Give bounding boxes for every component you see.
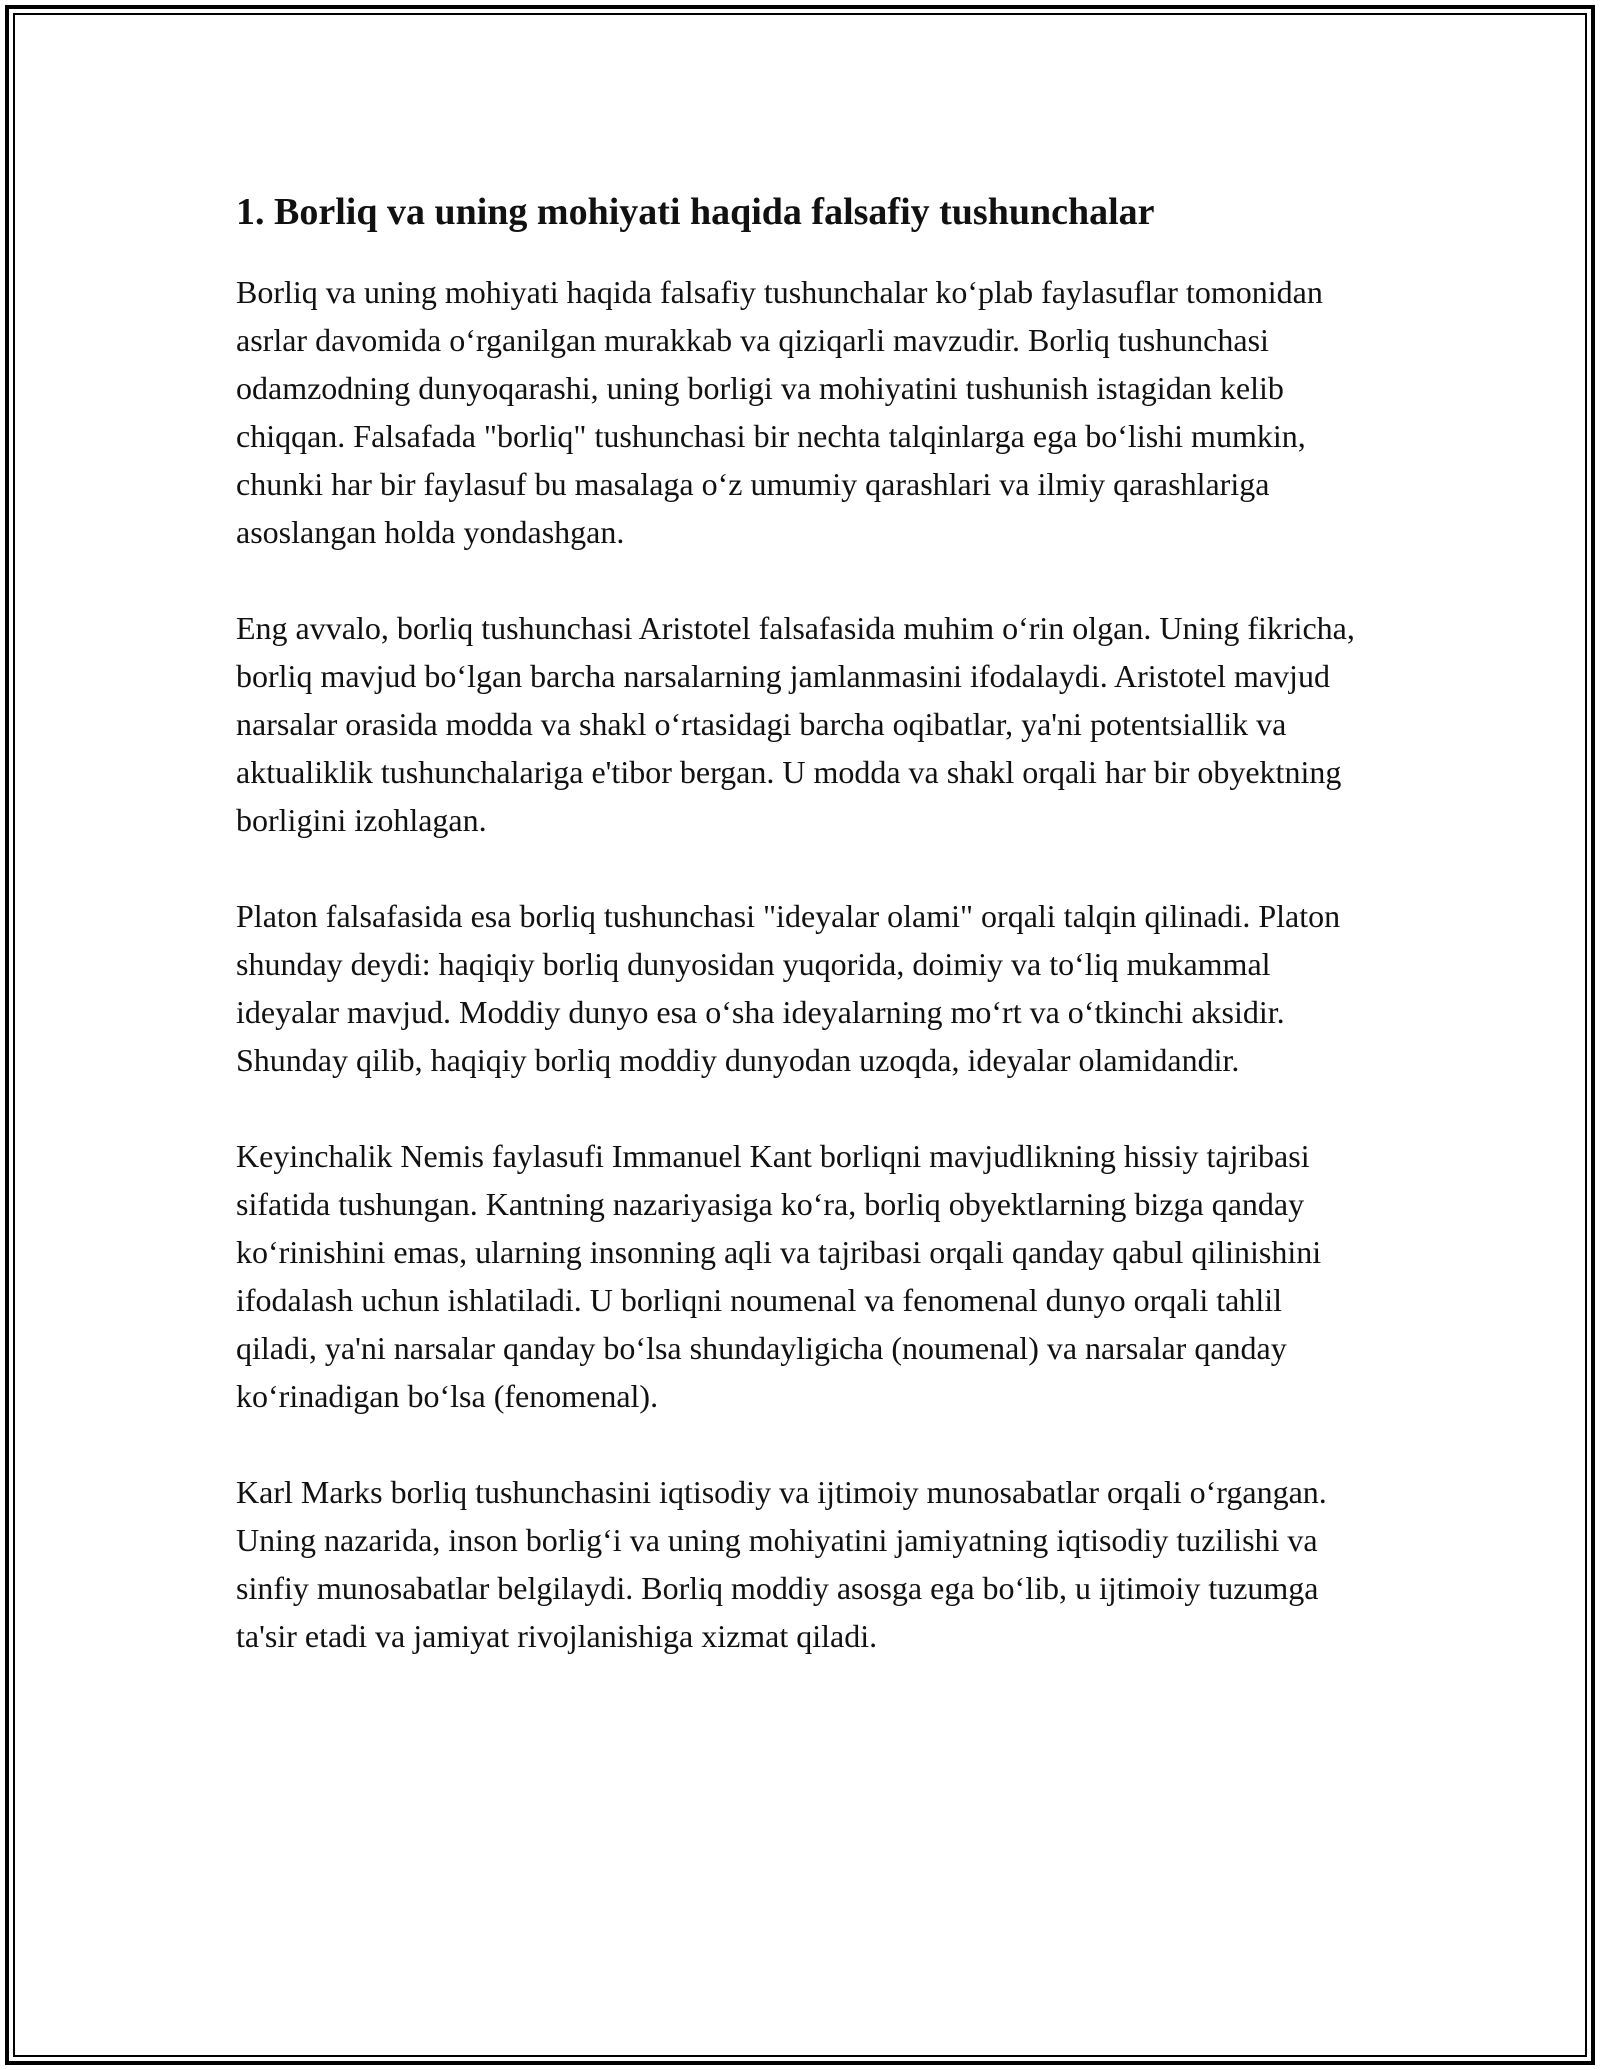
paragraph-intro: Borliq va uning mohiyati haqida falsafiy tushunchalar ko‘plab faylasuflar tomonidan asrlar davomida o‘rganilgan murakkab va qiziqarli mavzudir. Borliq tushunchasi odamzodning dunyoqarashi, uning borligi va mohiyatini tushunish istagidan kelib chiqqan. Falsafada "borliq" tushunchasi bir nechta talqinlarga ega bo‘lishi mumkin, chunki har bir faylasuf bu masalaga o‘z umumiy qarashlari va ilmiy qarashlariga asoslangan holda yondashgan. [236,274,1323,550]
paragraph-marx: Karl Marks borliq tushunchasini iqtisodiy va ijtimoiy munosabatlar orqali o‘rgangan. Uning nazarida, inson borlig‘i va uning mohiyatini jamiyatning iqtisodiy tuzilishi va sinfiy munosabatlar belgilaydi. Borliq moddiy asosga ega bo‘lib, u ijtimoiy tuzumga ta'sir etadi va jamiyat rivojlanishiga xizmat qiladi. [236,1474,1327,1654]
paragraph-plato: Platon falsafasida esa borliq tushunchasi "ideyalar olami" orqali talqin qilinadi. Platon shunday deydi: haqiqiy borliq dunyosidan yuqorida, doimiy va to‘liq mukammal ideyalar mavjud. Moddiy dunyo esa o‘sha ideyalarning mo‘rt va o‘tkinchi aksidir. Shunday qilib, haqiqiy borliq moddiy dunyodan uzoqda, ideyalar olamidandir. [236,898,1341,1078]
paragraph-kant: Keyinchalik Nemis faylasufi Immanuel Kant borliqni mavjudlikning hissiy tajribasi sifatida tushungan. Kantning nazariyasiga ko‘ra, borliq obyektlarning bizga qanday ko‘rinishini emas, ularning insonning aqli va tajribasi orqali qanday qabul qilinishini ifodalash uchun ishlatiladi. U borliqni noumenal va fenomenal dunyo orqali tahlil qiladi, ya'ni narsalar qanday bo‘lsa shundayligicha (noumenal) va narsalar qanday ko‘rinadigan bo‘lsa (fenomenal). [236,1138,1322,1414]
document-body [236,186,1366,1708]
section-heading: 1. Borliq va uning mohiyati haqida falsafiy tushunchalar [236,191,1155,233]
paragraph-aristotle: Eng avvalo, borliq tushunchasi Aristotel falsafasida muhim o‘rin olgan. Uning fikricha, borliq mavjud bo‘lgan barcha narsalarning jamlanmasini ifodalaydi. Aristotel mavjud narsalar orasida modda va shakl o‘rtasidagi barcha oqibatlar, ya'ni potentsiallik va aktualiklik tushunchalariga e'tibor bergan. U modda va shakl orqali har bir obyektning borligini izohlagan. [236,610,1355,838]
